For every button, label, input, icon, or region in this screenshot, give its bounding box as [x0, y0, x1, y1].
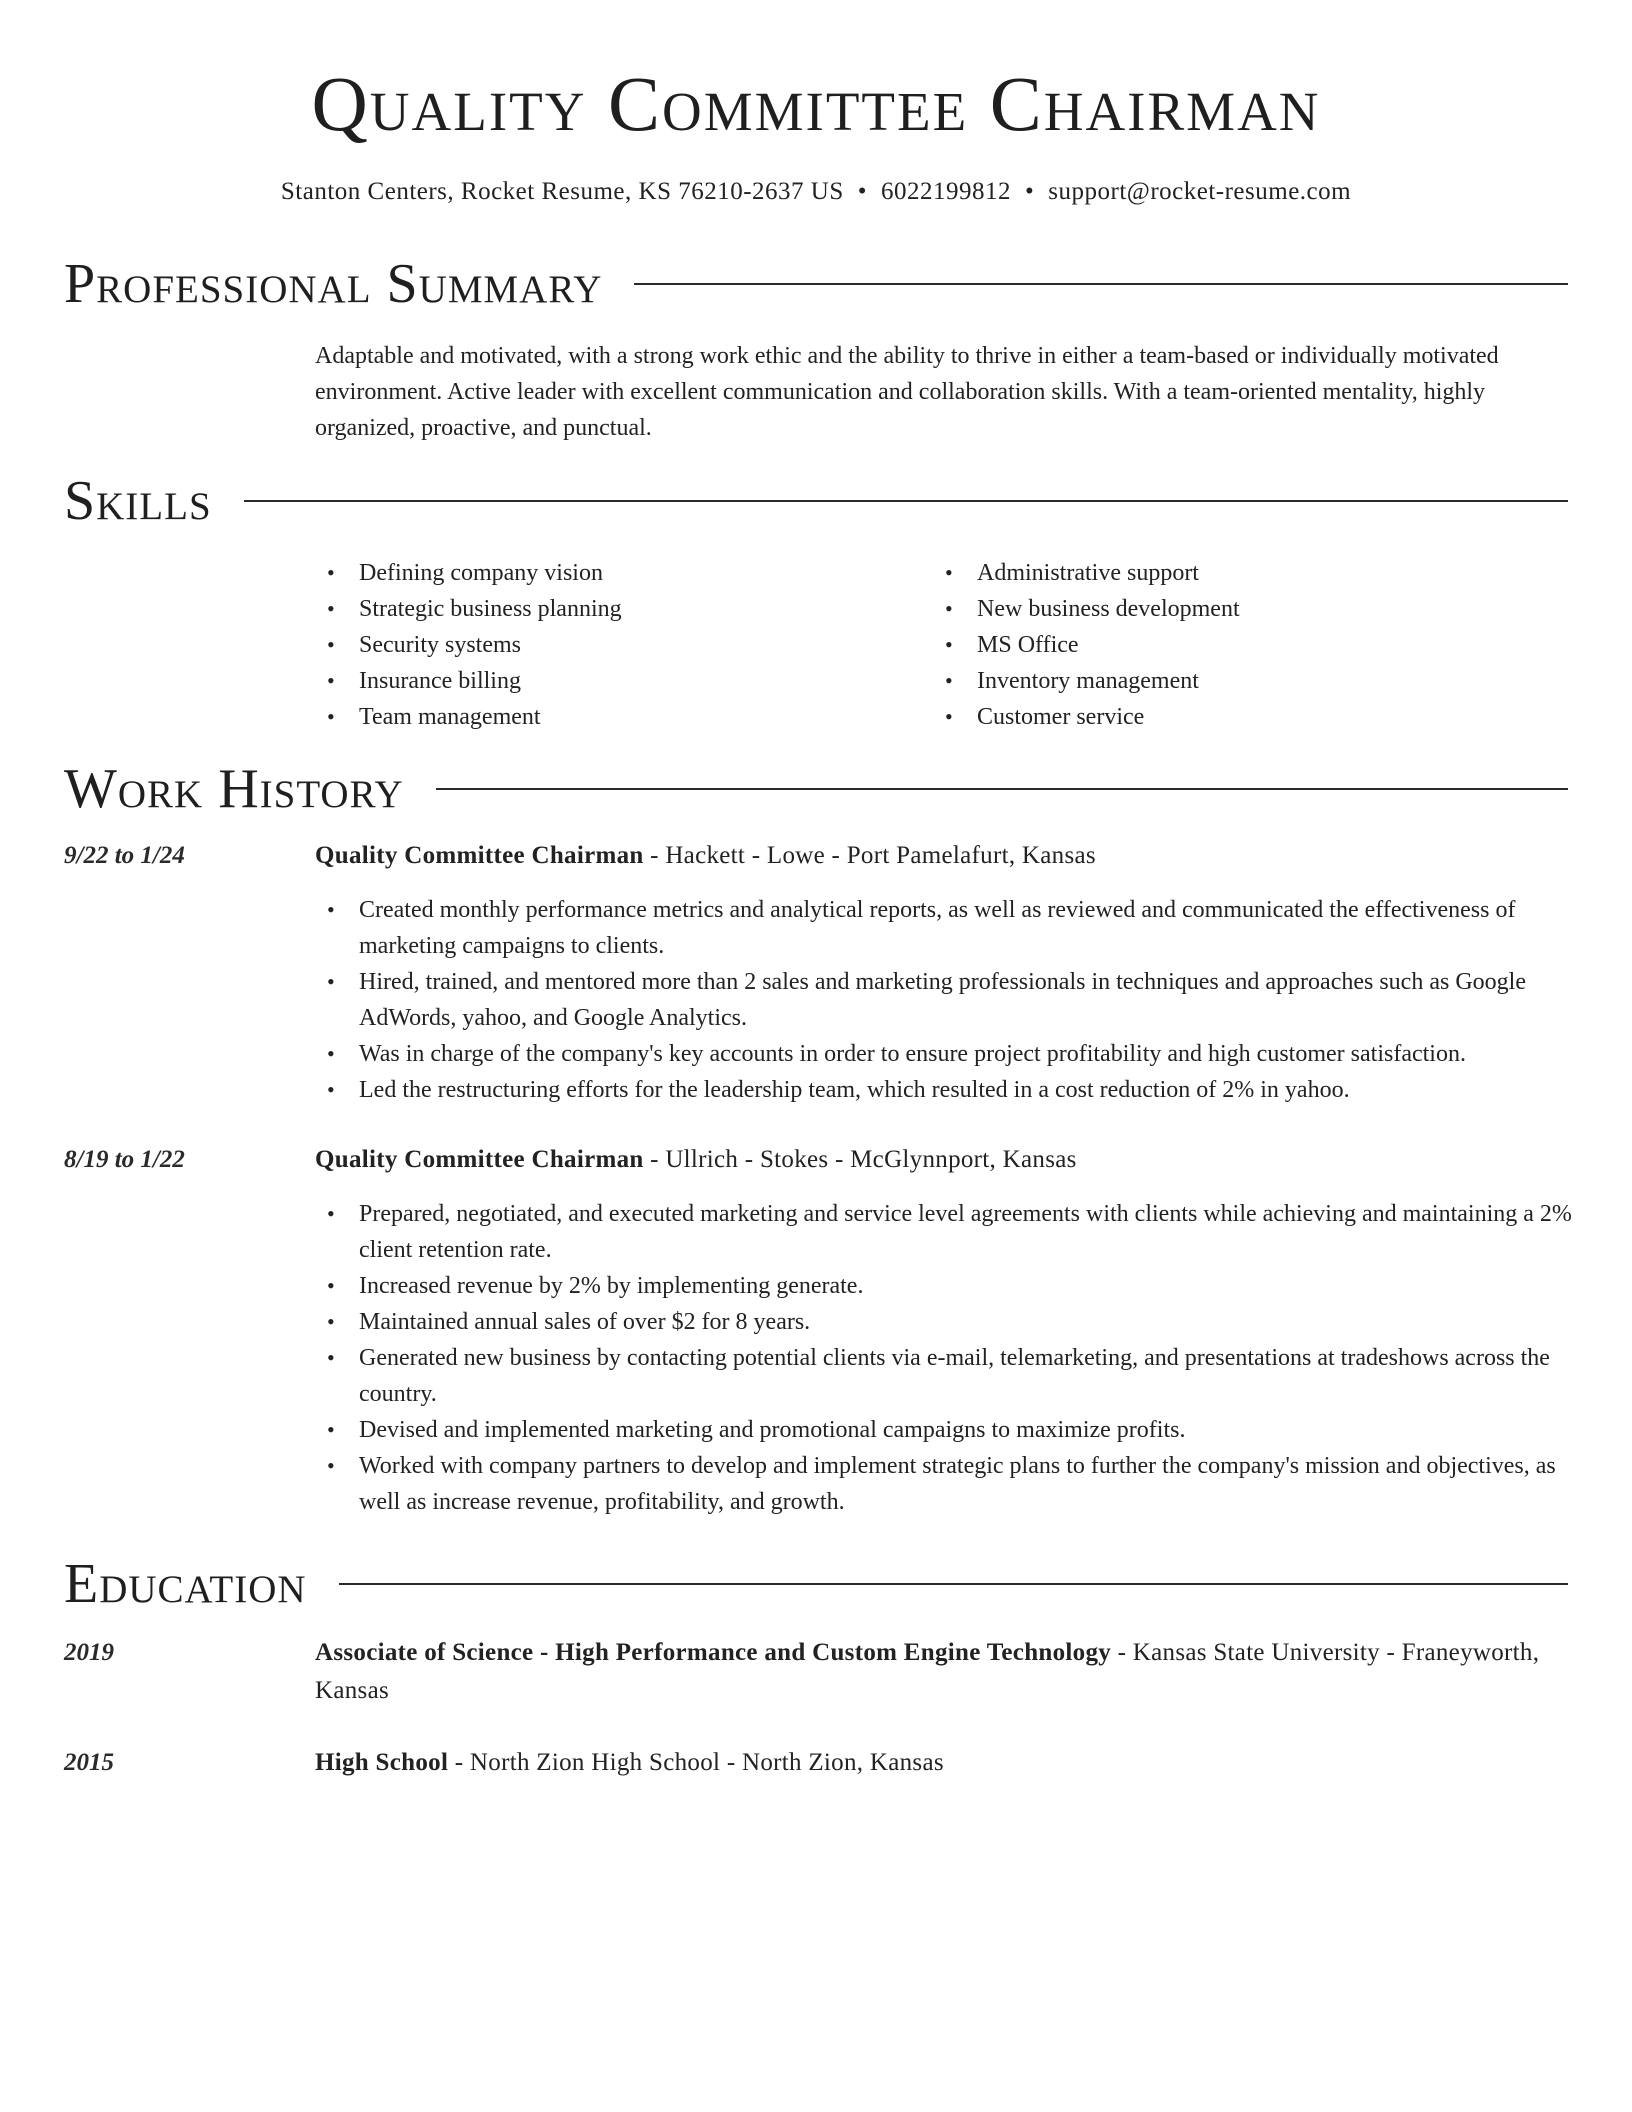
job-employer: - Ullrich - Stokes - McGlynnport, Kansas	[643, 1146, 1077, 1173]
skills-column-left	[315, 555, 933, 735]
skills-title: Skills	[64, 470, 212, 532]
job-bullets	[315, 892, 1575, 1108]
education-year: 2015	[64, 1749, 114, 1776]
job-role: Quality Committee Chairman	[315, 1146, 644, 1173]
job-dates: 8/19 to 1/22	[64, 1146, 185, 1173]
work-title: Work History	[64, 758, 404, 820]
job-bullet: • Hired, trained, and mentored more than 2 sales and marketing professionals in techniques and approaches such as Google AdWords, yahoo, and Google Analytics.	[315, 964, 1575, 1036]
education-school: - Kansas State University - Franeyworth, Kansas	[315, 1639, 1540, 1704]
job-bullet: • Generated new business by contacting potential clients via e-mail, telemarketing, and presentations at tradeshows across the country.	[315, 1340, 1575, 1412]
section-divider	[339, 1583, 1568, 1585]
contact-line	[0, 176, 1632, 208]
skill-item: • Customer service	[933, 699, 1551, 735]
skill-item: • MS Office	[933, 627, 1551, 663]
section-divider	[244, 500, 1568, 502]
job-bullet: • Maintained annual sales of over $2 for 8 years.	[315, 1304, 1575, 1340]
summary-title: Professional Summary	[64, 253, 603, 315]
job-bullet: • Increased revenue by 2% by implementing generate.	[315, 1268, 1575, 1304]
job-bullet: • Was in charge of the company's key accounts in order to ensure project profitability and high customer satisfaction.	[315, 1036, 1575, 1072]
job-heading	[315, 837, 1575, 875]
job-bullet: • Created monthly performance metrics and analytical reports, as well as reviewed and communicated the effectiveness of marketing campaigns to clients.	[315, 892, 1575, 964]
job-employer: - Hackett - Lowe - Port Pamelafurt, Kansas	[643, 842, 1096, 869]
candidate-name: Quality Committee Chairman	[311, 60, 1321, 147]
skills-section-header	[64, 469, 1568, 533]
skills-list	[315, 555, 1575, 735]
education-degree: High School	[315, 1749, 449, 1776]
address: Stanton Centers, Rocket Resume, KS 76210-2637 US	[280, 178, 844, 205]
education-section-header	[64, 1552, 1568, 1616]
skill-item: • Inventory management	[933, 663, 1551, 699]
skill-item: • Security systems	[315, 627, 933, 663]
skill-item: • Administrative support	[933, 555, 1551, 591]
skill-item: • Team management	[315, 699, 933, 735]
summary-section-header	[64, 252, 1568, 316]
job-role: Quality Committee Chairman	[315, 842, 644, 869]
education-entry	[315, 1634, 1575, 1710]
summary-text: Adaptable and motivated, with a strong work ethic and the ability to thrive in either a team-based or individually motivated environment. Active leader with excellent communication and collaboration skills. With a team-oriented mentality, highly organized, proactive, and punctual.	[315, 343, 1499, 441]
skill-item: • Defining company vision	[315, 555, 933, 591]
skills-column-right	[933, 555, 1551, 735]
education-year: 2019	[64, 1639, 114, 1666]
job-dates: 9/22 to 1/24	[64, 842, 185, 869]
skill-item: • New business development	[933, 591, 1551, 627]
work-section-header	[64, 757, 1568, 821]
education-entry	[315, 1744, 1575, 1782]
job-bullet: • Prepared, negotiated, and executed marketing and service level agreements with clients while achieving and maintaining a 2% client retention rate.	[315, 1196, 1575, 1268]
email: support@rocket-resume.com	[1048, 178, 1352, 205]
section-divider	[634, 283, 1568, 285]
section-divider	[436, 788, 1568, 790]
phone: 6022199812	[881, 178, 1012, 205]
education-title: Education	[64, 1553, 307, 1615]
separator-1: •	[857, 178, 868, 205]
job-bullet: • Led the restructuring efforts for the leadership team, which resulted in a cost reduction of 2% in yahoo.	[315, 1072, 1575, 1108]
skill-item: • Insurance billing	[315, 663, 933, 699]
separator-2: •	[1025, 178, 1035, 205]
job-bullets	[315, 1196, 1575, 1520]
job-bullet: • Worked with company partners to develop and implement strategic plans to further the company's mission and objectives, as well as increase revenue, profitability, and growth.	[315, 1448, 1575, 1520]
job-heading	[315, 1141, 1575, 1179]
education-degree: Associate of Science - High Performance and Custom Engine Technology	[315, 1639, 1112, 1666]
skill-item: • Strategic business planning	[315, 591, 933, 627]
job-bullet: • Devised and implemented marketing and promotional campaigns to maximize profits.	[315, 1412, 1575, 1448]
education-school: - North Zion High School - North Zion, Kansas	[448, 1749, 944, 1776]
